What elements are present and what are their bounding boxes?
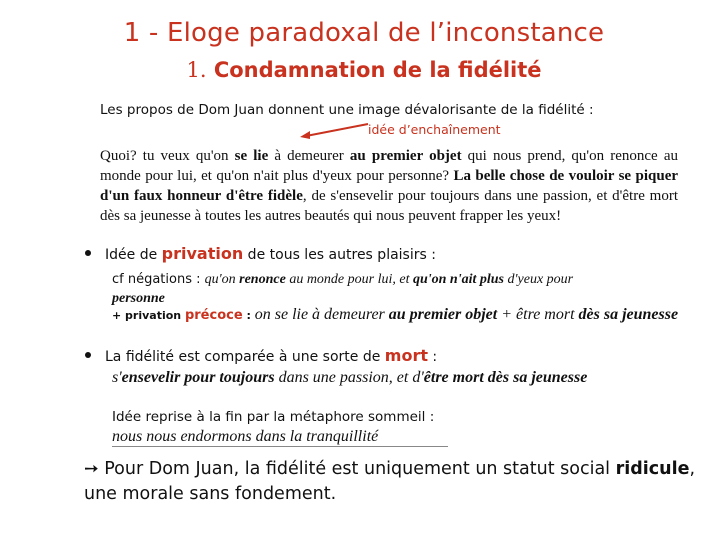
bullet-icon <box>85 352 91 358</box>
keyword: précoce <box>184 308 243 323</box>
conclusion-text: , une morale sans fondement. <box>84 459 696 504</box>
subtitle-number: 1. <box>186 58 207 82</box>
transition-note: idée d’enchaînement <box>368 122 501 137</box>
quote-text: qui nous prend, qu'on renonce au monde pour lui, et qu'on n'ait plus d'yeux pour personne? <box>100 148 678 184</box>
cf-bold: qu'on n'ait plus <box>412 272 505 287</box>
divider <box>112 446 448 447</box>
dom-juan-quote <box>100 146 678 226</box>
bullet-privation <box>85 244 436 263</box>
conclusion-text: Pour Dom Juan, la fidélité est uniquement un statut social <box>98 459 616 479</box>
bullet-icon <box>85 250 91 256</box>
plus-colon: : <box>242 309 255 322</box>
negations-line <box>112 270 682 308</box>
precoce-line <box>112 305 692 325</box>
quote-bold: se lie <box>234 148 269 164</box>
bullet-text: Idée de <box>105 247 162 263</box>
ensevelir-line <box>112 368 672 387</box>
bullet-text: de tous les autres plaisirs : <box>243 247 436 263</box>
plus-bold: au premier objet <box>388 306 498 323</box>
ens-text: dans une passion, et d' <box>274 369 424 386</box>
bullet-text: : <box>427 349 438 365</box>
plus-text: + être mort <box>497 306 579 323</box>
plus-text: on se lie à demeurer <box>254 306 389 323</box>
quote-text: Quoi? tu veux qu'on <box>100 148 235 164</box>
ens-text: s' <box>112 369 122 386</box>
intro-text: Les propos de Dom Juan donnent une image dévalorisante de la fidélité : <box>100 102 594 118</box>
cf-bold: personne <box>112 291 165 306</box>
plus-label: + privation <box>112 309 185 322</box>
plus-bold: dès sa jeunesse <box>578 306 679 323</box>
subtitle-text: Condamnation de la fidélité <box>213 58 542 82</box>
quote-text: , de s'ensevelir pour toujours dans une passion, et d'être mort dès sa jeunesse à toutes les autres beautés qui nous peuvent frapper les yeux! <box>100 188 678 224</box>
conclusion-keyword: ridicule <box>615 459 690 479</box>
bullet-text: La fidélité est comparée à une sorte de <box>105 349 385 365</box>
ens-bold: être mort dès sa jeunesse <box>423 369 588 386</box>
idee-text: Idée reprise à la fin par la métaphore sommeil : <box>112 409 435 425</box>
quote-bold: La belle chose de vouloir se piquer d'un faux honneur d'être fidèle <box>100 168 679 204</box>
quote-bold: au premier objet <box>349 148 462 164</box>
sommeil-quote: nous nous endormons dans la tranquillité <box>112 428 379 445</box>
arrow-right-icon: ➙ <box>84 459 99 479</box>
keyword: mort <box>384 346 428 365</box>
quote-text: à demeurer <box>268 148 350 164</box>
cf-text: d'yeux pour <box>504 272 574 287</box>
cf-label: cf négations : <box>112 272 205 287</box>
cf-bold: renonce <box>239 272 286 287</box>
slide-subtitle <box>0 58 728 82</box>
ens-bold: ensevelir pour toujours <box>121 369 275 386</box>
cf-text: qu'on <box>204 272 240 287</box>
arrow-icon <box>298 118 370 140</box>
bullet-mort <box>85 346 437 365</box>
conclusion <box>84 457 700 507</box>
cf-text: au monde pour lui, et <box>285 272 413 287</box>
keyword: privation <box>161 244 244 263</box>
slide-title: 1 - Eloge paradoxal de l’inconstance <box>123 18 605 48</box>
sommeil-line <box>112 408 434 447</box>
